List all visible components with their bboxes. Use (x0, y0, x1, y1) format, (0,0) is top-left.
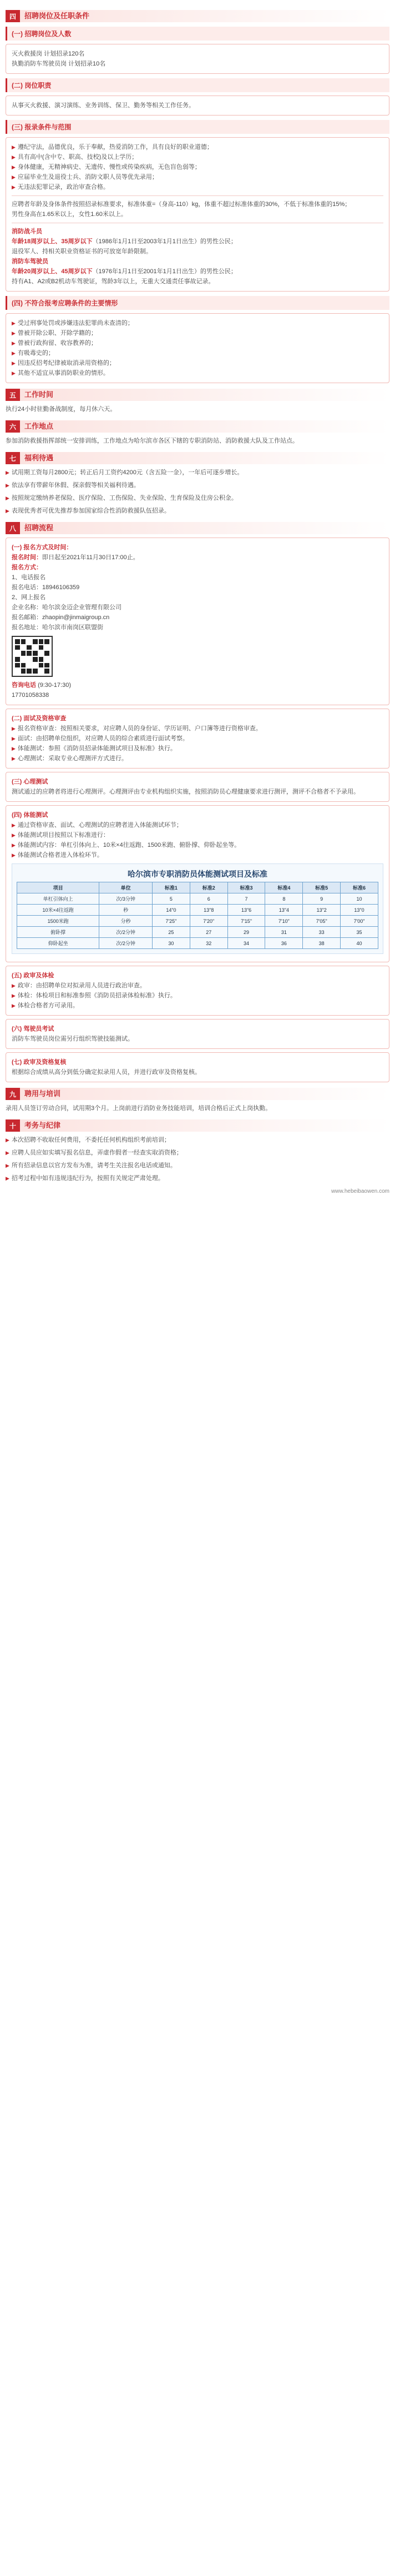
exam-item: ▶ 体检合格者方可录用。 (12, 1001, 383, 1011)
section-title: 工作地点 (20, 420, 389, 433)
training-text: 录用人员签订劳动合同，试用期3个月。上岗前进行消防业务技能培训，培训合格后正式上岗执勤。 (6, 1105, 272, 1112)
subsection-title: (四) 不符合报考应聘条件的主要情形 (6, 296, 389, 310)
section-title: 聘用与培训 (20, 1088, 389, 1100)
table-cell: 次/2分钟 (99, 938, 153, 949)
table-cell: 35 (341, 927, 378, 938)
section-number: 四 (6, 10, 20, 22)
table-header-cell: 项目 (17, 882, 99, 893)
table-header-cell: 标准3 (227, 882, 265, 893)
section-header (6, 420, 389, 433)
signup-card (6, 538, 389, 705)
table-cell: 次/2分钟 (99, 927, 153, 938)
physical-item: ▶ 体能测试内容：单杠引体向上、10米×4往返跑、1500米跑、俯卧撑、仰卧起坐等。 (12, 840, 383, 850)
table-header-row (17, 882, 378, 893)
forbidden-item: ▶ 其他不适宜从事消防职业的情形。 (12, 368, 383, 378)
table-cell: 6 (190, 893, 227, 905)
table-cell: 32 (190, 938, 227, 949)
table-cell: 36 (265, 938, 303, 949)
psych-text: 测试通过的应聘者将进行心理测评。心理测评由专业机构组织实施，按照消防员心理健康要求进行测评，测评不合格者不予录用。 (12, 789, 359, 795)
table-cell: 13"0 (341, 905, 378, 916)
welfare-item: ▶ 试用期工资每月2800元；转正后月工资约4200元（含五险一金），一年后可逐步增长。 (6, 468, 389, 478)
contact-label: 咨询电话 (12, 682, 36, 689)
section-number: 七 (6, 452, 20, 464)
section-number: 九 (6, 1088, 20, 1100)
fire-fighter-text: （1986年1月1日至2003年1月1日出生）的男性公民； (92, 238, 237, 245)
table-header-cell: 单位 (99, 882, 153, 893)
signup-email-label: 报名邮箱： (12, 614, 42, 621)
driver-text: （1976年1月1日至2001年1月1日出生）的男性公民； (92, 268, 237, 275)
section-header (6, 389, 389, 401)
section-header (6, 522, 389, 534)
forbidden-card (6, 313, 389, 383)
discipline-item: ▶ 应聘人员应如实填写报名信息，弄虚作假者一经查实取消资格； (6, 1148, 389, 1158)
condition-item: ▶ 遵纪守法，品德优良，乐于奉献，热爱消防工作，具有良好的职业道德； (12, 142, 383, 152)
table-cell: 俯卧撑 (17, 927, 99, 938)
driver-age: 年龄20周岁以上、45周岁以下 (12, 268, 93, 275)
table-cell: 5 (153, 893, 190, 905)
driver-exam-card (6, 1019, 389, 1049)
table-cell: 10 (341, 893, 378, 905)
signup-way: 1、电话报名 (12, 574, 46, 581)
section-title: 福利待遇 (20, 452, 389, 464)
table-cell: 7'20" (190, 916, 227, 927)
contact-time: (9:30-17:30) (38, 682, 71, 689)
section-header (6, 1119, 389, 1132)
condition-item: ▶ 无违法犯罪记录，政治审查合格。 (12, 182, 383, 192)
table-cell: 7 (227, 893, 265, 905)
condition-item: ▶ 身体健康，无精神病史、无遗传、慢性或传染疾病，无色盲色弱等； (12, 162, 383, 172)
height-requirement: 应聘者年龄及身体条件按照招录标准要求，标准体重=（身高-110）kg，体重不超过标准体重的30%，不低于标准体重的15%； (12, 201, 351, 208)
duties-card (6, 96, 389, 116)
standards-table-title: 哈尔滨市专职消防员体能测试项目及标准 (128, 870, 267, 878)
discipline-item: ▶ 所有招录信息以官方发布为准，请考生关注报名电话或通知。 (6, 1161, 389, 1171)
section-title: 招聘岗位及任职条件 (20, 10, 389, 22)
exam-item: ▶ 体检：体检项目和标准参照《消防员招录体检标准》执行。 (12, 991, 383, 1001)
page (0, 0, 395, 1206)
position-line: 执勤消防车驾驶员岗 计划招录10名 (12, 61, 106, 67)
height-note: 男性身高在1.65米以上，女性1.60米以上。 (12, 211, 127, 218)
forbidden-item: ▶ 有吸毒史的； (12, 348, 383, 358)
review-item: ▶ 体能测试：参照《消防员招录体能测试项目及标准》执行。 (12, 744, 383, 754)
forbidden-item: ▶ 曾被开除公职、开除学籍的； (12, 328, 383, 338)
welfare-item: ▶ 表现优秀者可优先推荐参加国家综合性消防救援队伍招录。 (6, 506, 389, 516)
table-cell: 秒 (99, 905, 153, 916)
table-header-cell: 标准4 (265, 882, 303, 893)
divider (12, 195, 383, 196)
review-item: ▶ 面试：由招聘单位组织，对应聘人员的综合素质进行面试考察。 (12, 734, 383, 744)
exam-item: ▶ 政审：由招聘单位对拟录用人员进行政治审查。 (12, 981, 383, 991)
table-cell: 分秒 (99, 916, 153, 927)
welfare-item: ▶ 依法享有带薪年休假、探亲假等相关福利待遇。 (6, 480, 389, 491)
review-title: (二) 面试及资格审查 (12, 715, 67, 722)
physical-item: ▶ 体能测试项目按照以下标准进行： (12, 830, 383, 840)
fire-fighter-label: 消防战斗员 (12, 228, 42, 235)
driver-exam-text: 消防车驾驶员岗位需另行组织驾驶技能测试。 (12, 1036, 134, 1042)
table-header-cell: 标准2 (190, 882, 227, 893)
section-number: 五 (6, 389, 20, 401)
table-row (17, 916, 378, 927)
table-cell: 7'05" (303, 916, 341, 927)
table-cell: 9 (303, 893, 341, 905)
signup-title: (一) 报名方式及时间： (12, 544, 73, 551)
review-item: ▶ 报名资格审查：按照相关要求，对应聘人员的身份证、学历证明、户口簿等进行资格审查。 (12, 724, 383, 734)
signup-way: 2、网上报名 (12, 594, 46, 601)
table-cell: 单杠引体向上 (17, 893, 99, 905)
table-cell: 仰卧起坐 (17, 938, 99, 949)
fire-fighter-age: 年龄18周岁以上、35周岁以下 (12, 238, 93, 245)
table-cell: 10米×4往返跑 (17, 905, 99, 916)
table-cell: 13"8 (190, 905, 227, 916)
table-cell: 1500米跑 (17, 916, 99, 927)
section-title: 招聘流程 (20, 522, 389, 534)
condition-item: ▶ 应届毕业生及退役士兵、消防文职人员等优先录用； (12, 172, 383, 182)
fire-fighter-extra: 退役军人、持相关职业资格证书的可放宽年龄限制。 (12, 248, 152, 255)
physical-item: ▶ 体能测试合格者进入体检环节。 (12, 850, 383, 860)
physical-title: (四) 体能测试 (12, 812, 48, 819)
subsection-title: (三) 报录条件与范围 (6, 120, 389, 134)
signup-email[interactable]: zhaopin@jinmaigroup.cn (42, 614, 110, 621)
table-cell: 40 (341, 938, 378, 949)
section-title: 考务与纪律 (20, 1119, 389, 1132)
table-cell: 34 (227, 938, 265, 949)
exam-title: (五) 政审及体检 (12, 972, 54, 979)
signup-addr-label: 报名地址： (12, 624, 42, 631)
section-title: 工作时间 (20, 389, 389, 401)
table-row (17, 927, 378, 938)
signup-phone-label: 报名电话： (12, 584, 42, 591)
standards-table-body (17, 893, 378, 949)
table-cell: 33 (303, 927, 341, 938)
table-cell: 14"0 (153, 905, 190, 916)
section-number: 十 (6, 1119, 20, 1132)
workplace-text: 参加消防救援指挥部统一安排训练，工作地点为哈尔滨市各区下辖的专职消防站、消防救援大队及工作站点。 (6, 438, 298, 444)
section-header (6, 10, 389, 22)
review-card (6, 709, 389, 769)
table-cell: 27 (190, 927, 227, 938)
forbidden-item: ▶ 因违反招考纪律被取消录用资格的； (12, 358, 383, 368)
final-text: 根据综合成绩从高分到低分确定拟录用人员，并进行政审及资格复核。 (12, 1069, 201, 1076)
table-cell: 25 (153, 927, 190, 938)
qr-code-icon (12, 636, 53, 677)
table-cell: 7'25" (153, 916, 190, 927)
review-item: ▶ 心理测试：采取专业心理测评方式进行。 (12, 754, 383, 764)
signup-time-label: 报名时间： (12, 554, 42, 561)
welfare-item: ▶ 按照规定缴纳养老保险、医疗保险、工伤保险、失业保险、生育保险及住房公积金。 (6, 493, 389, 504)
position-line: 灭火救援岗 计划招录120名 (12, 51, 85, 57)
section-header (6, 1088, 389, 1100)
final-title: (七) 政审及资格复核 (12, 1059, 67, 1066)
section-number: 六 (6, 420, 20, 433)
condition-item: ▶ 具有高中(含中专、职高、技校)及以上学历； (12, 152, 383, 162)
section-header (6, 452, 389, 464)
table-row (17, 938, 378, 949)
watermark-text: www.hebeibaowen.com (331, 1188, 389, 1194)
forbidden-item: ▶ 受过刑事处罚或涉嫌违法犯罪尚未查清的； (12, 318, 383, 328)
discipline-item: ▶ 本次招聘不收取任何费用，不委托任何机构组织考前培训； (6, 1135, 389, 1146)
duties-text: 从事灭火救援、演习演练、业务训练、保卫、勤务等相关工作任务。 (12, 102, 195, 109)
worktime-text: 执行24小时驻勤备战制度，每月休六天。 (6, 406, 117, 413)
standards-table-wrapper (12, 863, 383, 954)
positions-card (6, 44, 389, 74)
table-cell: 7'10" (265, 916, 303, 927)
standards-table (17, 882, 378, 949)
table-cell: 7'15" (227, 916, 265, 927)
signup-addr: 哈尔滨市南岗区联盟街 (42, 624, 103, 631)
table-cell: 次/3分钟 (99, 893, 153, 905)
table-header-cell: 标准5 (303, 882, 341, 893)
table-header-cell: 标准6 (341, 882, 378, 893)
table-cell: 13"6 (227, 905, 265, 916)
table-cell: 31 (265, 927, 303, 938)
driver-exam-title: (六) 驾驶员考试 (12, 1026, 54, 1032)
physical-card (6, 805, 389, 962)
discipline-item: ▶ 招考过程中如有违规违纪行为，按照有关规定严肃处理。 (6, 1173, 389, 1184)
signup-time: 即日起至2021年11月30日17:00止。 (42, 554, 139, 561)
table-row (17, 893, 378, 905)
signup-company-label: 企业名称： (12, 604, 42, 611)
table-cell: 38 (303, 938, 341, 949)
signup-method-label: 报名方式： (12, 564, 42, 571)
psych-card (6, 772, 389, 802)
physical-item: ▶ 通过资格审查、面试、心理测试的应聘者进入体能测试环节； (12, 820, 383, 830)
table-header-cell: 标准1 (153, 882, 190, 893)
table-cell: 30 (153, 938, 190, 949)
subsection-title: (一) 招聘岗位及人数 (6, 27, 389, 41)
table-cell: 7'00" (341, 916, 378, 927)
psych-title: (三) 心理测试 (12, 779, 48, 785)
table-cell: 13"2 (303, 905, 341, 916)
table-cell: 29 (227, 927, 265, 938)
section-number: 八 (6, 522, 20, 534)
subsection-title: (二) 岗位职责 (6, 78, 389, 92)
signup-phone[interactable]: 18946106359 (42, 584, 80, 591)
exam-card (6, 966, 389, 1016)
table-cell: 13"4 (265, 905, 303, 916)
conditions-card (6, 137, 389, 292)
forbidden-item: ▶ 曾被行政拘留、收容教养的； (12, 338, 383, 348)
driver-label: 消防车驾驶员 (12, 258, 48, 265)
signup-company: 哈尔滨金迈企业管理有限公司 (42, 604, 121, 611)
final-card (6, 1052, 389, 1082)
contact-phone[interactable]: 17701058338 (12, 692, 49, 699)
table-row (17, 905, 378, 916)
driver-extra: 持有A1、A2或B2机动车驾驶证，驾龄3年以上，无重大交通责任事故记录。 (12, 278, 215, 285)
table-cell: 8 (265, 893, 303, 905)
